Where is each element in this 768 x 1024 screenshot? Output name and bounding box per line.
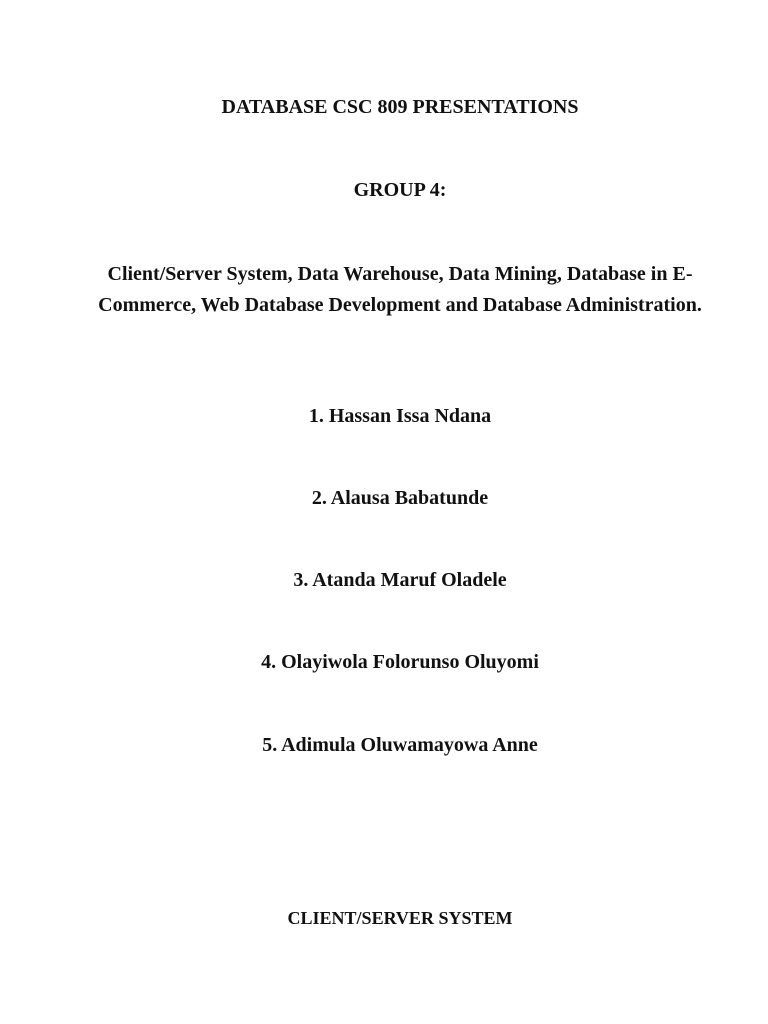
member-item: 5. Adimula Oluwamayowa Anne [262,734,538,756]
topics-paragraph: Client/Server System, Data Warehouse, Data Mining, Database in E-Commerce, Web Database Development and Database Administration. [98,263,702,316]
document-title: DATABASE CSC 809 PRESENTATIONS [221,96,579,118]
member-item: 1. Hassan Issa Ndana [308,405,492,427]
section-heading: CLIENT/SERVER SYSTEM [287,908,513,928]
group-heading: GROUP 4: [353,179,447,201]
member-item: 3. Atanda Maruf Oladele [293,569,507,591]
member-item: 4. Olayiwola Folorunso Oluyomi [261,651,539,673]
member-item: 2. Alausa Babatunde [311,487,489,509]
